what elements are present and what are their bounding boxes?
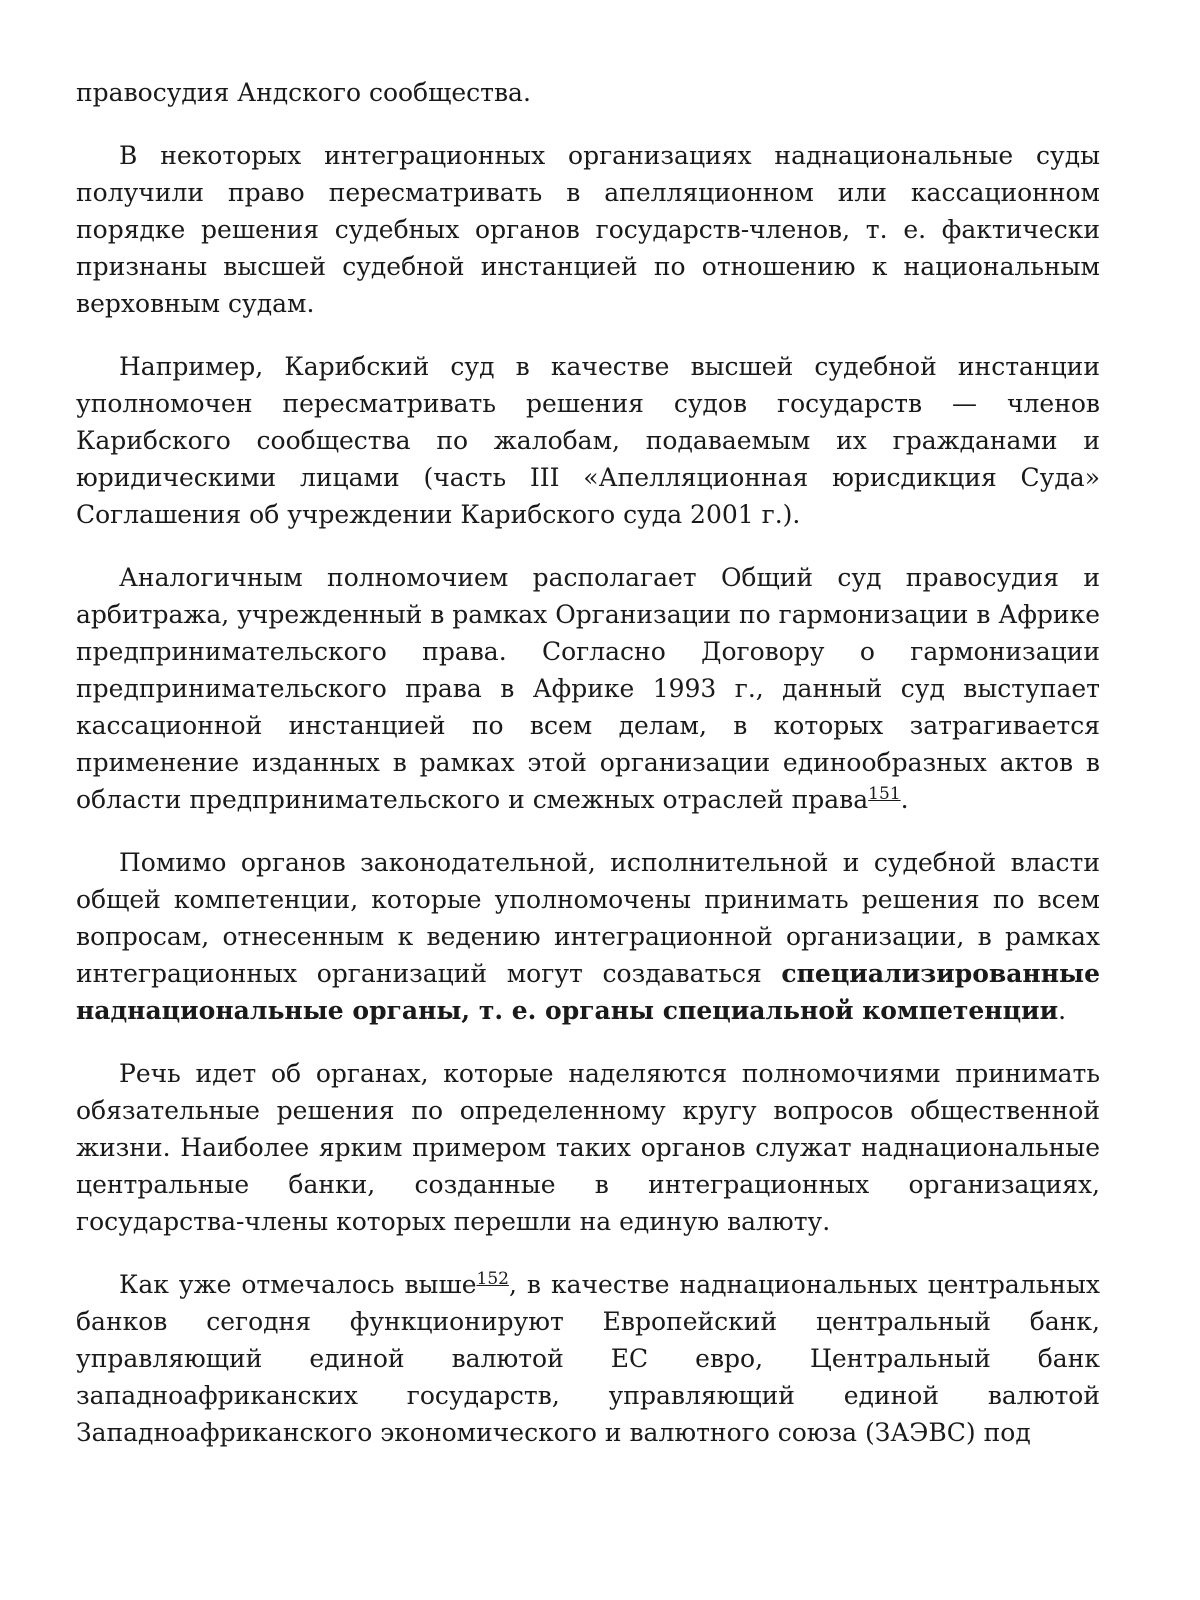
paragraph-continuation: правосудия Андского сообщества. bbox=[76, 78, 531, 107]
paragraph-supranational-courts: В некоторых интеграционных организациях наднациональные суды получили право пересматривать в апелляционном или кассационном порядке решения судебных органов государств-членов, т. е. фактически признаны высшей судебной инстанцией по отношению к национальным верховным судам. bbox=[76, 141, 1100, 318]
paragraph-caribbean-court: Например, Карибский суд в качестве высшей судебной инстанции уполномочен пересматривать решения судов государств — членов Карибского сообщества по жалобам, подаваемым их гражданами и юридическими лицами (часть III «Апелляционная юрисдикция Суда» Соглашения об учреждении Карибского суда 2001 г.). bbox=[76, 352, 1100, 529]
paragraph-text-end: . bbox=[900, 785, 909, 814]
footnote-link-151[interactable]: 151 bbox=[868, 784, 901, 804]
footnote-link-152[interactable]: 152 bbox=[476, 1269, 509, 1289]
bold-emphasis: специализированные наднациональные органы, т. е. органы специальной компетенции bbox=[76, 959, 1100, 1025]
paragraph-central-banks: Речь идет об органах, которые наделяются полномочиями принимать обязательные решения по определенному кругу вопросов общественной жизни. Наиболее ярким примером таких органов служат наднациональные центральные банки, созданные в интеграционных организациях, государства-члены которых перешли на единую валюту. bbox=[76, 1059, 1100, 1236]
paragraph-text: Помимо органов законодательной, исполнительной и судебной власти общей компетенции, которые уполномочены принимать решения по всем вопросам, отнесенным к ведению интеграционной организации, в рамках интеграционных организаций могут создаваться bbox=[76, 848, 1100, 988]
paragraph-specialized-bodies bbox=[76, 844, 1100, 1029]
paragraph-text-end: , в качестве наднациональных центральных банков сегодня функционируют Европейский центральный банк, управляющий единой валютой ЕС евро, Центральный банк западноафриканских государств, управляющий единой валютой Западноафриканского экономического и валютного союза (ЗАЭВС) под bbox=[76, 1270, 1100, 1447]
paragraph-text-end: . bbox=[1058, 996, 1067, 1025]
paragraph-text: Аналогичным полномочием располагает Общий суд правосудия и арбитража, учрежденный в рамках Организации по гармонизации в Африке предпринимательского права. Согласно Договору о гармонизации предпринимательского права в Африке 1993 г., данный суд выступает кассационной инстанцией по всем делам, в которых затрагивается применение изданных в рамках этой организации единообразных актов в области предпринимательского и смежных отраслей права bbox=[76, 563, 1100, 814]
paragraph-ohada-court bbox=[76, 559, 1100, 818]
paragraph-ecb-examples bbox=[76, 1266, 1100, 1451]
document-page bbox=[76, 74, 1100, 1451]
paragraph-text: Как уже отмечалось выше bbox=[119, 1270, 477, 1299]
